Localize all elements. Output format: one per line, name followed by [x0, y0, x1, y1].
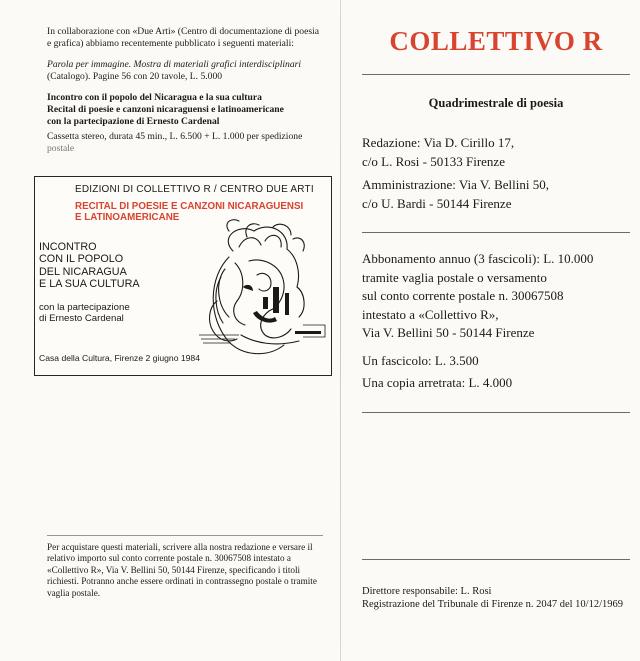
redazione-block [362, 134, 514, 171]
amministrazione-line-2: c/o U. Bardi - 50144 Firenze [362, 195, 512, 211]
abbonamento-line-3: sul conto corrente postale n. 30067508 [362, 288, 564, 303]
redazione-line-2: c/o L. Rosi - 50133 Firenze [362, 153, 505, 169]
cassette-title-2: Recital di poesie e canzoni nicaraguensi e latinoamericane [47, 104, 284, 115]
cassette-price-cont: postale [47, 143, 75, 154]
intro-text: In collaborazione con «Due Arti» (Centro di documentazione di poesia e grafica) abbiamo recentemente pubblicato i seguenti materiali: [47, 26, 320, 49]
abbonamento-line-2: tramite vaglia postale o versamento [362, 269, 547, 285]
amministrazione-line-1: Amministrazione: Via V. Bellini 50, [362, 177, 549, 192]
redazione-line-1: Redazione: Via D. Cirillo 17, [362, 135, 515, 150]
order-note-box [47, 535, 323, 599]
poster-incontro-4: E LA SUA CULTURA [39, 278, 140, 291]
poster-recital-line-2: E LATINOAMERICANE [75, 212, 180, 223]
poster-part-1: con la partecipazione [39, 302, 130, 313]
poster-partecipazione [39, 302, 130, 324]
direttore-line: Direttore responsabile: L. Rosi [362, 586, 492, 597]
poster-incontro-1: INCONTRO [39, 241, 97, 253]
magazine-subtitle: Quadrimestrale di poesia [428, 96, 564, 110]
abbonamento-block [362, 250, 593, 343]
left-panel [47, 26, 323, 164]
catalog-title: Parola per immagine. Mostra di materiali grafici interdisciplinari [47, 59, 302, 70]
amministrazione-block [362, 176, 549, 213]
order-note: Per acquistare questi materiali, scrivere alla nostra redazione e versare il relativo importo sul conto corrente postale n. 30067508 intestato a «Collettivo R», Via V. Bellini 50, 50144 Firenze, specificando i titoli richiesti. Potranno anche essere ordinati in contrassegno postale o tramite vaglia postale. [47, 542, 317, 598]
fascicolo-price: Un fascicolo: L. 3.500 [362, 353, 479, 368]
poster-illustration [199, 217, 327, 367]
divider-1 [362, 74, 630, 75]
cassette-price: Cassetta stereo, durata 45 min., L. 6.500 + L. 1.000 per spedizione [47, 131, 303, 142]
poster-recital-line-1: RECITAL DI POESIE E CANZONI NICARAGUENSI [75, 201, 304, 212]
arretrata-price: Una copia arretrata: L. 4.000 [362, 375, 513, 390]
poster-footer: Casa della Cultura, Firenze 2 giugno 1984 [39, 353, 200, 363]
magazine-title: COLLETTIVO R [389, 26, 603, 56]
abbonamento-line-1: Abbonamento annuo (3 fascicoli): L. 10.000 [362, 251, 594, 266]
divider-2 [362, 232, 630, 233]
cassette-title-3: con la partecipazione di Ernesto Cardenal [47, 116, 220, 127]
poster-incontro-2: CON IL POPOLO [39, 253, 124, 266]
cassette-title-1: Incontro con il popolo del Nicaragua e la sua cultura [47, 92, 262, 103]
cassette-info [47, 131, 323, 155]
event-poster [34, 176, 332, 376]
poster-incontro [39, 241, 140, 291]
divider-4 [362, 559, 630, 560]
cassette-entry [47, 92, 323, 128]
abbonamento-line-4: intestato a «Collettivo R», [362, 306, 499, 322]
registrazione-line: Registrazione del Tribunale di Firenze n. 2047 del 10/12/1969 [362, 599, 624, 610]
catalog-entry [47, 59, 323, 83]
divider-3 [362, 412, 630, 413]
poster-part-2: di Ernesto Cardenal [39, 313, 124, 324]
catalog-info: (Catalogo). Pagine 56 con 20 tavole, L. 5.000 [47, 71, 223, 82]
poster-header: EDIZIONI DI COLLETTIVO R / CENTRO DUE ARTI [75, 184, 314, 195]
abbonamento-line-5: Via V. Bellini 50 - 50144 Firenze [362, 325, 535, 340]
poster-incontro-3: DEL NICARAGUA [39, 265, 127, 278]
fold-line [340, 0, 341, 661]
